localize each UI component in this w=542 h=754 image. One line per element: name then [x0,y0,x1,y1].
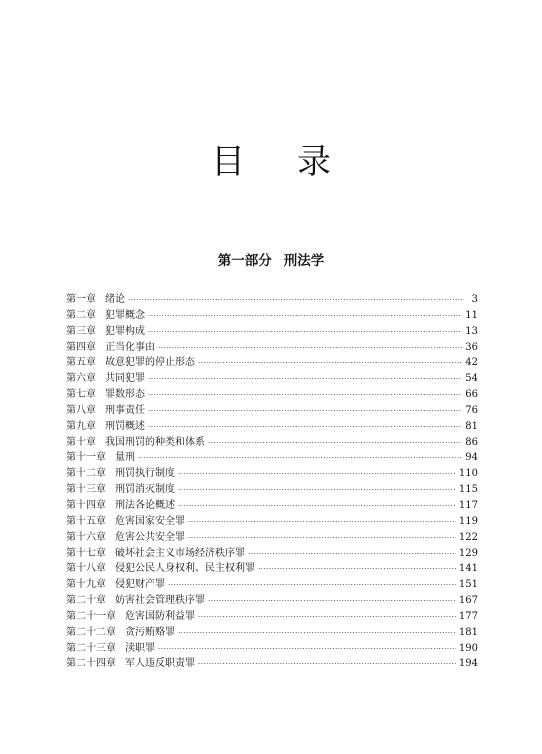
toc-chapter-title: 渎职罪 [125,642,155,654]
toc-chapter-number: 第八章 [66,404,96,416]
dot-leader [188,531,456,547]
toc-entry[interactable] [66,324,478,340]
toc-chapter-title: 贪污贿赂罪 [125,626,175,638]
toc-entry[interactable] [66,656,478,672]
toc-chapter-number: 第十四章 [66,499,106,511]
toc-entry[interactable] [66,625,478,641]
toc-chapter-number: 第十二章 [66,468,106,480]
dot-leader [178,483,456,499]
toc-chapter-number: 第七章 [66,389,96,401]
toc-chapter-title: 故意犯罪的停止形态 [105,357,195,369]
toc-page-number: 66 [465,389,478,401]
dot-leader [198,356,462,372]
dot-leader [178,626,456,642]
dot-leader [128,293,463,309]
toc-page-number: 54 [465,373,478,385]
dot-leader [138,451,462,467]
toc-page-number: 11 [465,309,478,321]
toc-chapter-title: 侵犯公民人身权利、民主权利罪 [115,563,255,575]
toc-page-number: 194 [458,658,478,670]
toc-chapter-title: 刑罚执行制度 [115,468,175,480]
toc-chapter-title: 侵犯财产罪 [115,579,165,591]
toc-chapter-number: 第九章 [66,420,96,432]
toc-page-number: 181 [458,626,478,638]
toc-chapter-number: 第六章 [66,373,96,385]
toc-entry[interactable] [66,593,478,609]
toc-page-number: 86 [465,436,478,448]
toc-page-number: 151 [458,579,478,591]
toc-chapter-title: 刑罚概述 [105,420,145,432]
part-heading [0,252,542,270]
toc-chapter-title: 破坏社会主义市场经济秩序罪 [115,547,245,559]
toc-chapter-title: 犯罪概念 [105,309,145,321]
toc-chapter-number: 第十八章 [66,563,106,575]
title-char-2: 录 [297,142,331,182]
toc-page-number: 117 [458,499,478,511]
toc-entry[interactable] [66,577,478,593]
toc-chapter-title: 绪论 [105,294,125,305]
toc-page-number: 42 [465,357,478,369]
dot-leader [178,467,456,483]
toc-chapter-number: 第一章 [66,294,96,305]
toc-page-number: 167 [458,595,478,607]
toc-chapter-title: 刑罚消灭制度 [115,484,175,496]
toc-chapter-number: 第二章 [66,309,96,321]
toc-chapter-number: 第十章 [66,436,96,448]
dot-leader [158,642,456,658]
toc-entry[interactable] [66,292,478,308]
table-of-contents [66,292,478,672]
toc-page-number: 36 [465,341,478,353]
title-char-1: 目 [211,142,245,182]
toc-page-number: 119 [458,515,478,527]
toc-entry[interactable] [66,482,478,498]
part-label: 第一部分 [217,253,272,269]
toc-chapter-number: 第十五章 [66,515,106,527]
toc-entry[interactable] [66,466,478,482]
toc-entry[interactable] [66,498,478,514]
toc-chapter-title: 罪数形态 [105,389,145,401]
page-title [0,142,542,182]
toc-chapter-title: 刑法各论概述 [115,499,175,511]
dot-leader [248,547,456,563]
toc-chapter-number: 第四章 [66,341,96,353]
toc-chapter-title: 危害公共安全罪 [115,531,185,543]
toc-entry[interactable] [66,355,478,371]
toc-chapter-number: 第二十二章 [66,626,116,638]
toc-page-number: 190 [458,642,478,654]
toc-chapter-title: 犯罪构成 [105,325,145,337]
toc-chapter-title: 我国刑罚的种类和体系 [105,436,205,448]
toc-page-number: 177 [458,610,478,622]
dot-leader [198,657,456,673]
toc-chapter-title: 军人违反职责罪 [125,658,195,670]
toc-entry[interactable] [66,435,478,451]
toc-chapter-number: 第十六章 [66,531,106,543]
toc-chapter-number: 第二十四章 [66,658,116,670]
dot-leader [148,388,462,404]
toc-chapter-number: 第十三章 [66,484,106,496]
toc-entry[interactable] [66,403,478,419]
toc-page-number: 141 [458,563,478,575]
toc-entry[interactable] [66,419,478,435]
dot-leader [148,309,462,325]
toc-chapter-number: 第十九章 [66,579,106,591]
dot-leader [148,420,462,436]
toc-chapter-number: 第二十三章 [66,642,116,654]
toc-chapter-number: 第三章 [66,325,96,337]
dot-leader [148,404,462,420]
toc-chapter-number: 第十七章 [66,547,106,559]
toc-entry[interactable] [66,371,478,387]
dot-leader [258,562,456,578]
toc-chapter-number: 第十一章 [66,452,106,464]
toc-entry[interactable] [66,514,478,530]
toc-entry[interactable] [66,641,478,657]
toc-chapter-title: 正当化事由 [105,341,155,353]
toc-entry[interactable] [66,530,478,546]
toc-page-number: 122 [458,531,478,543]
dot-leader [148,325,462,341]
toc-page-number: 81 [465,420,478,432]
toc-page-number: 3 [471,294,478,305]
toc-chapter-number: 第二十章 [66,595,106,607]
dot-leader [188,515,456,531]
toc-entry[interactable] [66,561,478,577]
toc-page-number: 94 [465,452,478,464]
dot-leader [208,594,456,610]
toc-entry[interactable] [66,340,478,356]
dot-leader [158,341,462,357]
toc-chapter-title: 危害国防利益罪 [125,610,195,622]
toc-chapter-title: 共同犯罪 [105,373,145,385]
toc-chapter-title: 量刑 [115,452,135,464]
toc-entry[interactable] [66,450,478,466]
toc-page-number: 129 [458,547,478,559]
toc-page-number: 110 [458,468,478,480]
toc-entry[interactable] [66,308,478,324]
toc-chapter-title: 危害国家安全罪 [115,515,185,527]
toc-page-number: 115 [458,484,478,496]
toc-page-number: 76 [465,404,478,416]
toc-entry[interactable] [66,387,478,403]
toc-page-number: 13 [465,325,478,337]
toc-entry[interactable] [66,546,478,562]
dot-leader [148,372,462,388]
toc-entry[interactable] [66,609,478,625]
toc-chapter-title: 刑事责任 [105,404,145,416]
dot-leader [208,436,462,452]
toc-chapter-number: 第五章 [66,357,96,369]
toc-chapter-title: 妨害社会管理秩序罪 [115,595,205,607]
dot-leader [178,499,456,515]
dot-leader [168,578,456,594]
part-name: 刑法学 [283,253,325,269]
toc-chapter-number: 第二十一章 [66,610,116,622]
dot-leader [198,610,456,626]
